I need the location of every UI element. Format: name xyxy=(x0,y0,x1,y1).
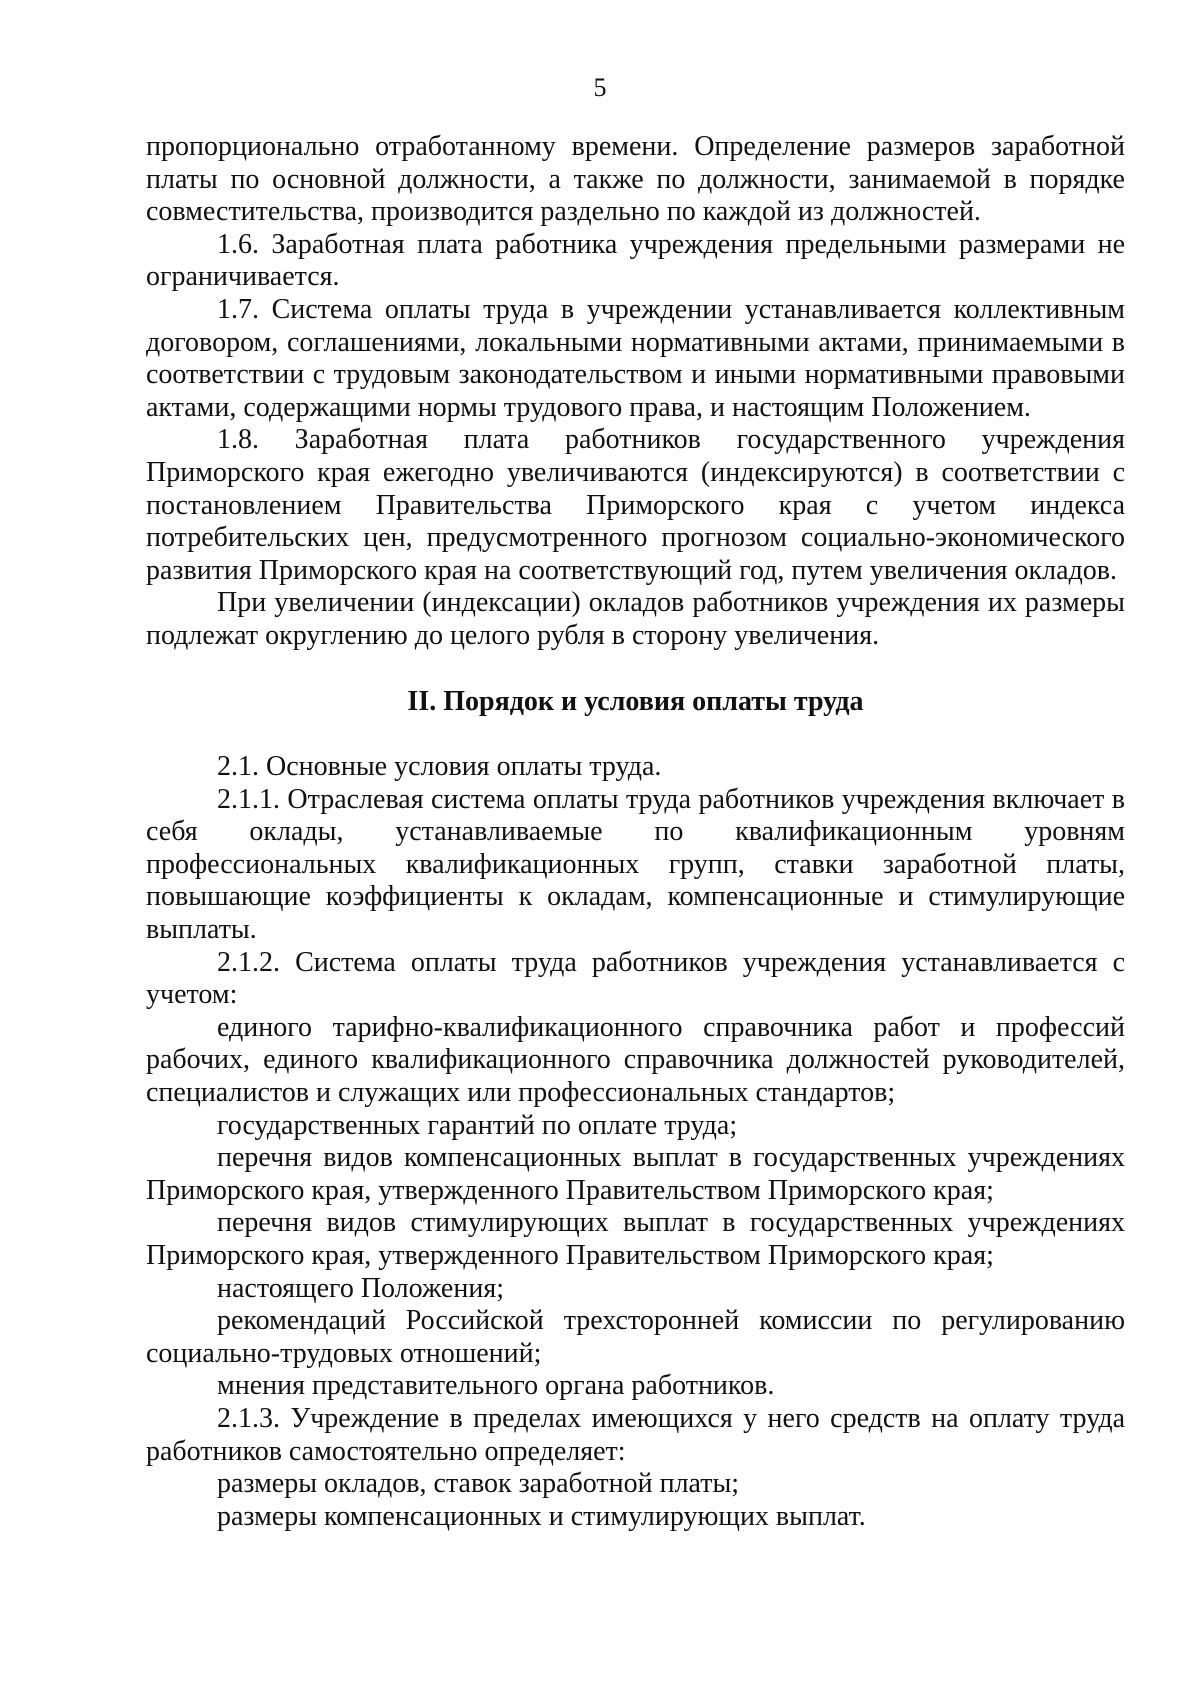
paragraph-2-1-1: 2.1.1. Отраслевая система оплаты труда работников учреждения включает в себя оклады, устанавливаемые по квалификационным уровням профессиональных квалификационных групп, ставки заработной платы, повышающие коэффициенты к окладам, компенсационные и стимулирующие выплаты. xyxy=(146,783,1125,946)
page-number: 5 xyxy=(593,73,607,102)
paragraph-1-6: 1.6. Заработная плата работника учреждения предельными размерами не ограничивается. xyxy=(146,228,1125,293)
paragraph-2-1-2: 2.1.2. Система оплаты труда работников учреждения устанавливается с учетом: xyxy=(146,946,1125,1011)
list-item: единого тарифно-квалификационного справочника работ и профессий рабочих, единого квалификационного справочника должностей руководителей, специалистов и служащих или профессиональных стандартов; xyxy=(146,1011,1125,1109)
list-item: рекомендаций Российской трехсторонней комиссии по регулированию социально-трудовых отношений; xyxy=(146,1305,1125,1369)
paragraphs-before-section xyxy=(146,131,1125,653)
section-heading: II. Порядок и условия оплаты труда xyxy=(407,685,864,717)
list-item: настоящего Положения; xyxy=(217,1272,504,1304)
paragraph-1-8: 1.8. Заработная плата работников государственного учреждения Приморского края ежегодно увеличиваются (индексируются) в соответствии с постановлением Правительства Приморского края с учетом индекса потребительских цен, предусмотренного прогнозом социально-экономического развития Приморского края на соответствующий год, путем увеличения окладов. xyxy=(146,424,1125,586)
list-item: перечня видов компенсационных выплат в государственных учреждениях Приморского края, утвержденного Правительством Приморского края; xyxy=(146,1142,1125,1206)
list-item: перечня видов стимулирующих выплат в государственных учреждениях Приморского края, утвержденного Правительством Приморского края; xyxy=(146,1207,1125,1271)
paragraphs-after-section xyxy=(146,751,1125,1533)
paragraph-1-7: 1.7. Система оплаты труда в учреждении устанавливается коллективным договором, соглашениями, локальными нормативными актами, принимаемыми в соответствии с трудовым законодательством и иными нормативными правовыми актами, содержащими нормы трудового права, и настоящим Положением. xyxy=(146,293,1125,423)
paragraph: При увеличении (индексации) окладов работников учреждения их размеры подлежат округлению до целого рубля в сторону увеличения. xyxy=(146,587,1125,651)
paragraph-2-1-3: 2.1.3. Учреждение в пределах имеющихся у него средств на оплату труда работников самостоятельно определяет: xyxy=(146,1402,1125,1467)
document-body xyxy=(146,131,1125,1533)
list-item: государственных гарантий по оплате труда; xyxy=(217,1109,738,1141)
list-item: размеры окладов, ставок заработной платы; xyxy=(217,1468,740,1500)
list-item: размеры компенсационных и стимулирующих выплат. xyxy=(217,1500,866,1532)
list-item: мнения представительного органа работников. xyxy=(217,1370,775,1402)
paragraph: пропорционально отработанному времени. Определение размеров заработной платы по основной должности, а также по должности, занимаемой в порядке совместительства, производится раздельно по каждой из должностей. xyxy=(146,131,1125,228)
paragraph-2-1: 2.1. Основные условия оплаты труда. xyxy=(217,751,662,783)
